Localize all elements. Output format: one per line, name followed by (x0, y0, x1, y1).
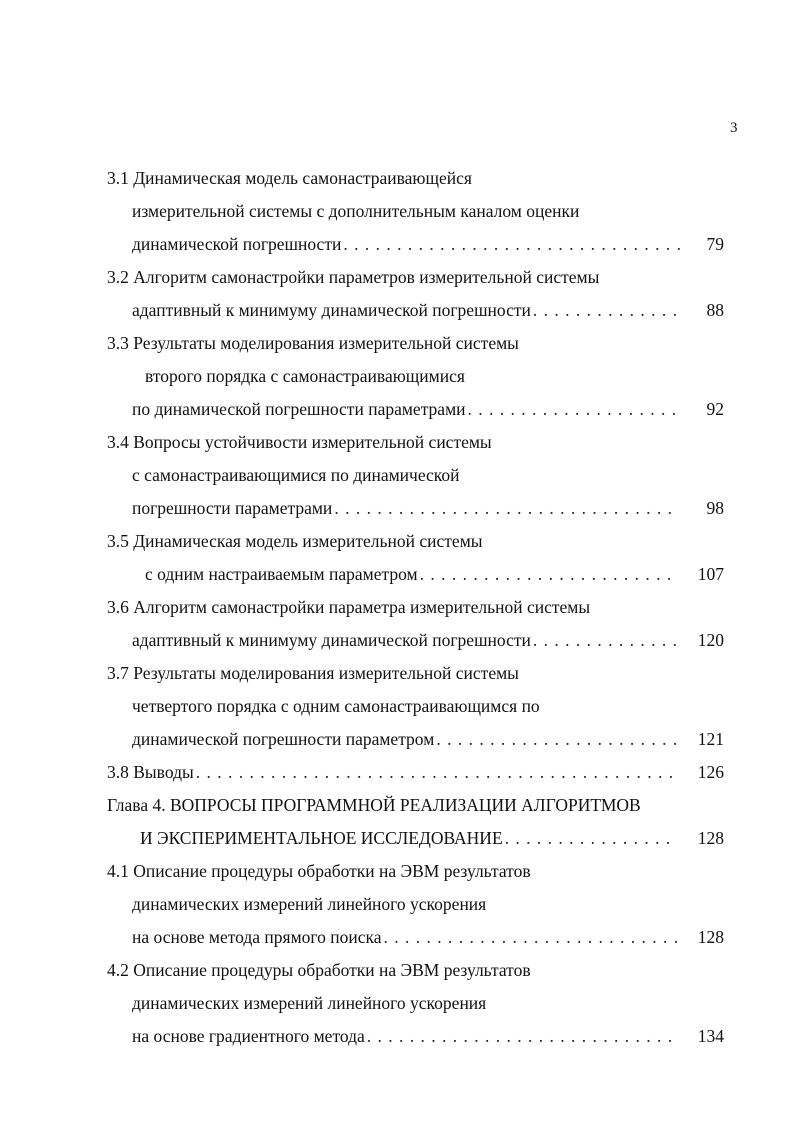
toc-chapter-4-line-1 (107, 793, 641, 817)
toc-entry-4-1-line-2 (132, 892, 486, 916)
toc-line-text: второго порядка с самонастраивающимися (145, 366, 465, 386)
toc-entry-4-2-line-3 (132, 1024, 672, 1048)
toc-line-text: 3.7 Результаты моделирования измерительной системы (107, 663, 519, 683)
toc-entry-3-4-line-2 (132, 463, 460, 487)
toc-line-text: Глава 4. ВОПРОСЫ ПРОГРАММНОЙ РЕАЛИЗАЦИИ АЛГОРИТМОВ (107, 795, 641, 815)
toc-entry-3-5-line-2 (145, 562, 677, 586)
toc-entry-3-3-line-1 (107, 331, 519, 355)
toc-entry-4-1-line-1 (107, 859, 531, 883)
toc-line-text: 3.5 Динамическая модель измерительной системы (107, 531, 483, 551)
toc-line-text: с одним настраиваемым параметром (145, 564, 418, 584)
toc-line-text: динамических измерений линейного ускорения (132, 894, 487, 914)
toc-line-text: по динамической погрешности параметрами (132, 399, 466, 419)
toc-line-text: на основе метода прямого поиска (132, 927, 382, 947)
toc-line-text: с самонастраивающимися по динамической (132, 465, 460, 485)
toc-entry-3-1-line-2 (132, 199, 579, 223)
toc-line-text: адаптивный к минимуму динамической погрешности (132, 630, 531, 650)
toc-page-number-3-8: 126 (697, 762, 724, 782)
toc-page-number-3-7: 121 (697, 729, 724, 749)
toc-line-text: И ЭКСПЕРИМЕНТАЛЬНОЕ ИССЛЕДОВАНИЕ (140, 828, 503, 848)
toc-line-text: 3.1 Динамическая модель самонастраивающейся (107, 168, 472, 188)
toc-entry-3-2-line-2 (132, 298, 677, 322)
toc-line-text: 3.8 Выводы (107, 762, 194, 782)
toc-line-text: динамической погрешности параметром (132, 729, 435, 749)
page-number: 3 (730, 120, 738, 136)
toc-line-text: адаптивный к минимуму динамической погрешности (132, 300, 531, 320)
toc-page-number-3-5: 107 (697, 564, 724, 584)
dot-leader (196, 760, 677, 784)
toc-page-number-3-6: 120 (697, 630, 724, 650)
toc-entry-3-4-line-1 (107, 430, 492, 454)
toc-line-text: 3.6 Алгоритм самонастройки параметра измерительной системы (107, 597, 591, 617)
toc-chapter-4-line-2 (140, 826, 677, 850)
toc-line-text: на основе градиентного метода (132, 1026, 365, 1046)
dot-leader (533, 298, 677, 322)
toc-line-text: четвертого порядка с одним самонастраивающимся по (132, 696, 540, 716)
toc-line-text: 4.1 Описание процедуры обработки на ЭВМ результатов (107, 861, 531, 881)
toc-entry-3-6-line-2 (132, 628, 677, 652)
toc-entry-3-1-line-1 (107, 166, 472, 190)
toc-line-text: 3.3 Результаты моделирования измерительной системы (107, 333, 519, 353)
toc-entry-4-1-line-3 (132, 925, 677, 949)
dot-leader (384, 925, 677, 949)
dot-leader (334, 496, 677, 520)
toc-entry-3-7-line-1 (107, 661, 519, 685)
toc-line-text: динамических измерений линейного ускорения (132, 993, 487, 1013)
toc-entry-3-7-line-2 (132, 694, 540, 718)
toc-entry-3-7-line-3 (132, 727, 677, 751)
dot-leader (533, 628, 677, 652)
dot-leader (436, 727, 677, 751)
toc-page-number-3-1: 79 (706, 234, 724, 254)
dot-leader (505, 826, 677, 850)
dot-leader (420, 562, 677, 586)
toc-entry-3-5-line-1 (107, 529, 483, 553)
toc-line-text: динамической погрешности (132, 234, 342, 254)
toc-entry-3-2-line-1 (107, 265, 599, 289)
toc-line-text: погрешности параметрами (132, 498, 333, 518)
toc-entry-4-2-line-2 (132, 991, 486, 1015)
dot-leader (343, 232, 682, 256)
toc-line-text: 3.2 Алгоритм самонастройки параметров измерительной системы (107, 267, 600, 287)
toc-entry-3-3-line-3 (132, 397, 677, 421)
toc-page-number-3-2: 88 (706, 300, 724, 320)
toc-line-text: 3.4 Вопросы устойчивости измерительной системы (107, 432, 492, 452)
toc-line-text: 4.2 Описание процедуры обработки на ЭВМ результатов (107, 960, 531, 980)
toc-entry-3-3-line-2 (145, 364, 465, 388)
toc-page-number-4-1: 128 (697, 927, 724, 947)
toc-entry-3-6-line-1 (107, 595, 590, 619)
toc-entry-4-2-line-1 (107, 958, 531, 982)
toc-entry-3-1-line-3 (132, 232, 682, 256)
toc-line-text: измерительной системы с дополнительным каналом оценки (132, 201, 580, 221)
dot-leader (468, 397, 677, 421)
toc-page-number-4-2: 134 (697, 1026, 724, 1046)
toc-page-number-3-3: 92 (706, 399, 724, 419)
toc-entry-3-4-line-3 (132, 496, 677, 520)
toc-page-number-3-4: 98 (706, 498, 724, 518)
toc-page-number-ch4: 128 (697, 828, 724, 848)
dot-leader (367, 1024, 672, 1048)
toc-entry-3-8-line-1 (107, 760, 677, 784)
